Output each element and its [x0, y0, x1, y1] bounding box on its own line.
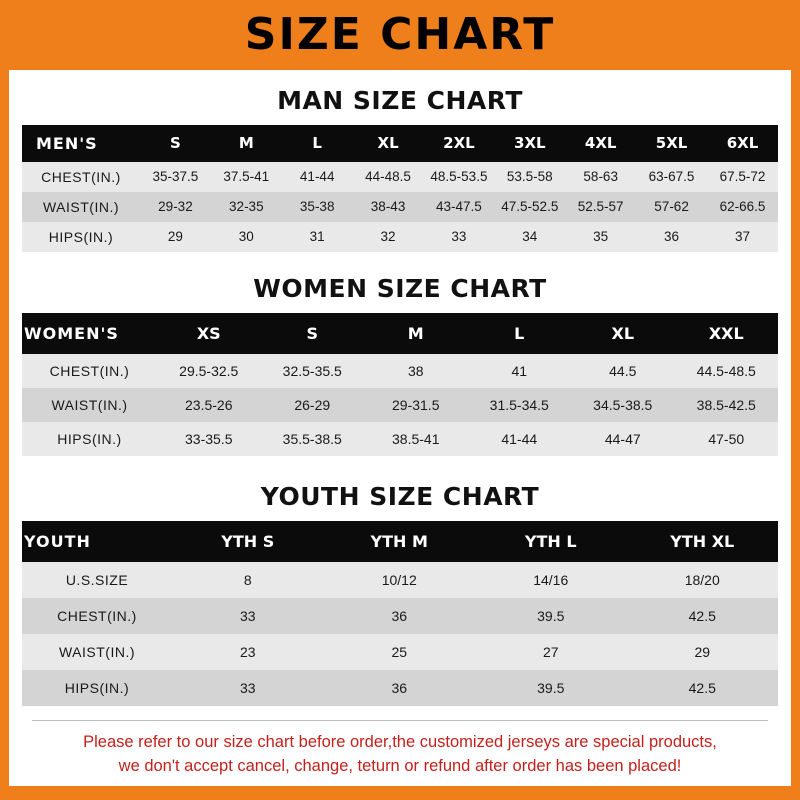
cell: 29	[140, 222, 211, 252]
cell: 44-47	[571, 422, 675, 456]
cell: 33	[172, 670, 324, 706]
cell: 62-66.5	[707, 192, 778, 222]
table-header-row	[22, 313, 778, 354]
women-header-xs: XS	[157, 313, 261, 354]
cell: 38-43	[353, 192, 424, 222]
women-row-label-waist: WAIST(IN.)	[22, 388, 157, 422]
men-row-label-chest: CHEST(IN.)	[22, 162, 140, 192]
table-row	[22, 670, 778, 706]
cell: 29-32	[140, 192, 211, 222]
cell: 29-31.5	[364, 388, 468, 422]
cell: 23	[172, 634, 324, 670]
cell: 35-37.5	[140, 162, 211, 192]
cell: 38	[364, 354, 468, 388]
footer-bar	[0, 786, 800, 800]
cell: 44.5	[571, 354, 675, 388]
youth-header-l: YTH L	[475, 521, 627, 562]
cell: 29.5-32.5	[157, 354, 261, 388]
men-row-label-waist: WAIST(IN.)	[22, 192, 140, 222]
cell: 43-47.5	[424, 192, 495, 222]
cell: 32-35	[211, 192, 282, 222]
cell: 32	[353, 222, 424, 252]
cell: 38.5-42.5	[675, 388, 779, 422]
youth-header-xl: YTH XL	[627, 521, 779, 562]
youth-size-table	[22, 521, 778, 706]
men-row-label-hips: HIPS(IN.)	[22, 222, 140, 252]
men-header-s: S	[140, 125, 211, 162]
table-row	[22, 192, 778, 222]
men-header-2xl: 2XL	[424, 125, 495, 162]
cell: 31.5-34.5	[468, 388, 572, 422]
cell: 39.5	[475, 670, 627, 706]
men-header-m: M	[211, 125, 282, 162]
women-header-xl: XL	[571, 313, 675, 354]
cell: 30	[211, 222, 282, 252]
cell: 41-44	[468, 422, 572, 456]
men-header-5xl: 5XL	[636, 125, 707, 162]
notice	[32, 720, 768, 779]
table-row	[22, 634, 778, 670]
cell: 47-50	[675, 422, 779, 456]
cell: 25	[324, 634, 476, 670]
youth-row-label-chest: CHEST(IN.)	[22, 598, 172, 634]
cell: 26-29	[261, 388, 365, 422]
women-header-m: M	[364, 313, 468, 354]
table-row	[22, 422, 778, 456]
cell: 34.5-38.5	[571, 388, 675, 422]
table-row	[22, 388, 778, 422]
cell: 39.5	[475, 598, 627, 634]
cell: 63-67.5	[636, 162, 707, 192]
cell: 33	[172, 598, 324, 634]
table-row	[22, 222, 778, 252]
cell: 47.5-52.5	[494, 192, 565, 222]
banner	[0, 0, 800, 70]
men-header-label: MEN'S	[22, 125, 140, 162]
cell: 38.5-41	[364, 422, 468, 456]
cell: 36	[636, 222, 707, 252]
cell: 42.5	[627, 598, 779, 634]
table-header-row	[22, 125, 778, 162]
cell: 41-44	[282, 162, 353, 192]
cell: 33-35.5	[157, 422, 261, 456]
cell: 32.5-35.5	[261, 354, 365, 388]
table-row	[22, 562, 778, 598]
women-size-table	[22, 313, 778, 456]
cell: 23.5-26	[157, 388, 261, 422]
cell: 67.5-72	[707, 162, 778, 192]
youth-section-title: YOUTH SIZE CHART	[260, 481, 540, 511]
cell: 52.5-57	[565, 192, 636, 222]
table-row	[22, 162, 778, 192]
table-row	[22, 598, 778, 634]
cell: 27	[475, 634, 627, 670]
cell: 35	[565, 222, 636, 252]
cell: 36	[324, 598, 476, 634]
notice-line-2: we don't accept cancel, change, teturn or refund after order has been placed!	[118, 756, 682, 775]
women-section-title: WOMEN SIZE CHART	[253, 273, 547, 303]
cell: 14/16	[475, 562, 627, 598]
women-header-l: L	[468, 313, 572, 354]
cell: 34	[494, 222, 565, 252]
cell: 37	[707, 222, 778, 252]
table-row	[22, 354, 778, 388]
cell: 44-48.5	[353, 162, 424, 192]
cell: 42.5	[627, 670, 779, 706]
men-header-6xl: 6XL	[707, 125, 778, 162]
youth-header-m: YTH M	[324, 521, 476, 562]
content	[9, 70, 791, 779]
table-header-row	[22, 521, 778, 562]
cell: 58-63	[565, 162, 636, 192]
women-header-s: S	[261, 313, 365, 354]
cell: 33	[424, 222, 495, 252]
youth-row-label-hips: HIPS(IN.)	[22, 670, 172, 706]
cell: 36	[324, 670, 476, 706]
women-row-label-hips: HIPS(IN.)	[22, 422, 157, 456]
youth-header-label: YOUTH	[22, 521, 172, 562]
cell: 10/12	[324, 562, 476, 598]
women-row-label-chest: CHEST(IN.)	[22, 354, 157, 388]
men-header-4xl: 4XL	[565, 125, 636, 162]
cell: 18/20	[627, 562, 779, 598]
men-size-table	[22, 125, 778, 252]
youth-header-s: YTH S	[172, 521, 324, 562]
cell: 41	[468, 354, 572, 388]
cell: 48.5-53.5	[424, 162, 495, 192]
men-header-3xl: 3XL	[494, 125, 565, 162]
cell: 53.5-58	[494, 162, 565, 192]
cell: 29	[627, 634, 779, 670]
men-header-xl: XL	[353, 125, 424, 162]
women-header-xxl: XXL	[675, 313, 779, 354]
man-section-title: MAN SIZE CHART	[277, 85, 523, 115]
cell: 35-38	[282, 192, 353, 222]
men-header-l: L	[282, 125, 353, 162]
youth-row-label-waist: WAIST(IN.)	[22, 634, 172, 670]
cell: 31	[282, 222, 353, 252]
cell: 8	[172, 562, 324, 598]
cell: 57-62	[636, 192, 707, 222]
notice-line-1: Please refer to our size chart before order,the customized jerseys are special products,	[83, 732, 717, 751]
youth-row-label-ussize: U.S.SIZE	[22, 562, 172, 598]
cell: 37.5-41	[211, 162, 282, 192]
cell: 35.5-38.5	[261, 422, 365, 456]
women-header-label: WOMEN'S	[22, 313, 157, 354]
cell: 44.5-48.5	[675, 354, 779, 388]
page-title: SIZE CHART	[244, 9, 556, 61]
